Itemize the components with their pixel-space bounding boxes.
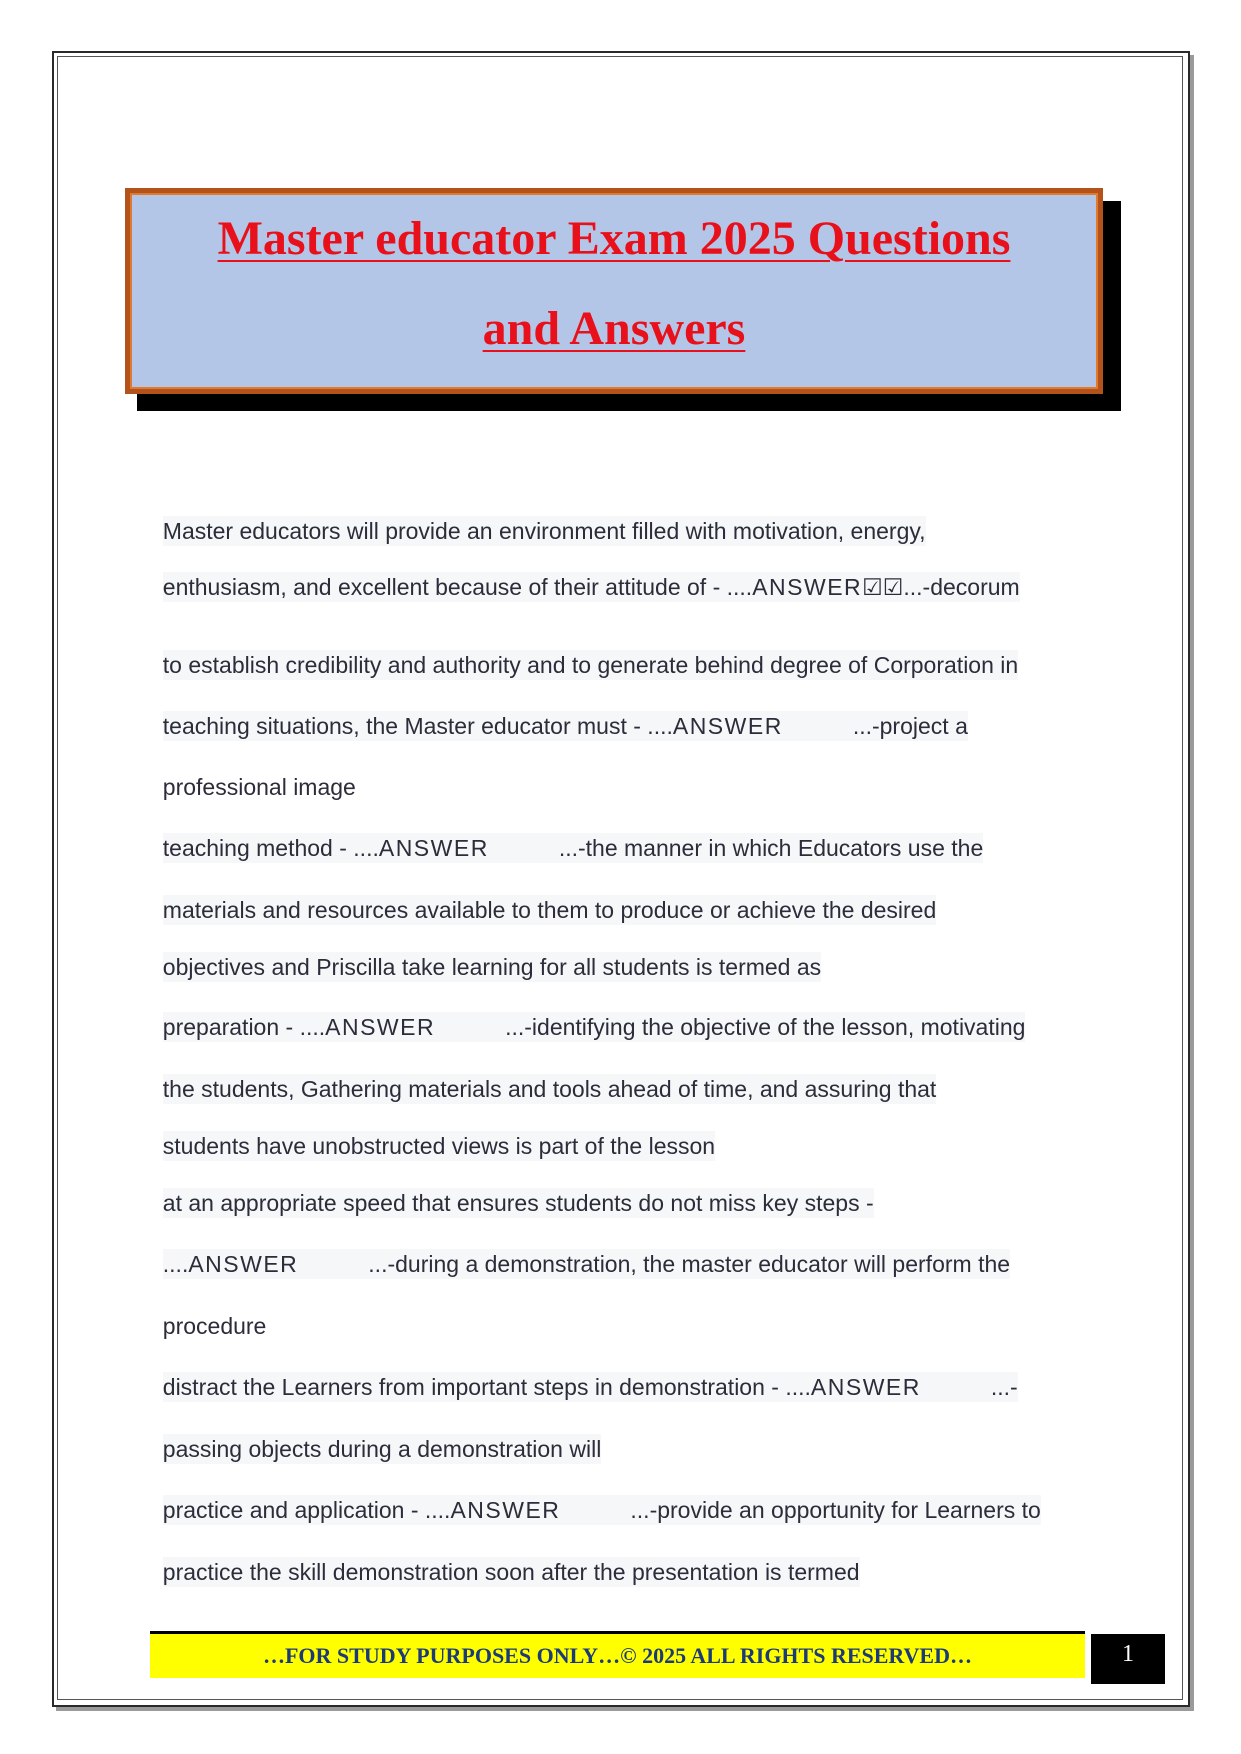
body-line [150,483,926,547]
footer-banner: …FOR STUDY PURPOSES ONLY…© 2025 ALL RIGHTS RESERVED… [150,1634,1085,1678]
line-text: teaching situations, the Master educator must - .... [162,713,673,739]
body-line [150,1339,1018,1403]
answer-label: ANSWER [672,713,783,739]
body-line [150,862,936,926]
line-text: students have unobstructed views is part of the lesson [162,1133,716,1159]
line-text: passing objects during a demonstration will [162,1436,602,1462]
line-text: the students, Gathering materials and tools ahead of time, and assuring that [162,1076,937,1102]
body-line [150,1401,601,1465]
answer-text: ...- [990,1374,1018,1400]
answer-label: ANSWER [325,1014,436,1040]
line-text: preparation - .... [162,1014,326,1040]
line-text: procedure [162,1313,267,1339]
answer-label: ANSWER [810,1374,921,1400]
line-text: Master educators will provide an environment filled with motivation, energy, [162,518,926,544]
answer-text: ...-during a demonstration, the master educator will perform the [368,1251,1011,1277]
body-line [150,1216,1010,1280]
answer-text: ...-identifying the objective of the lesson, motivating [505,1014,1026,1040]
line-text: practice the skill demonstration soon after the presentation is termed [162,1559,860,1585]
answer-text: ...-the manner in which Educators use the [558,835,984,861]
body-line [150,1098,715,1162]
title-line-2: and Answers [482,302,746,355]
title-line-1: Master educator Exam 2025 Questions [217,212,1011,265]
checkbox-glyphs: ☑☑ [862,574,904,600]
line-text: materials and resources available to them to produce or achieve the desired [162,897,937,923]
page-number: 1 [1091,1634,1165,1684]
body-line [150,1041,936,1105]
line-text: teaching method - .... [162,835,379,861]
body-line [150,678,968,742]
line-text: objectives and Priscilla take learning for all students is termed as [162,954,822,980]
answer-label: ANSWER [188,1251,299,1277]
answer-text: ...-decorum [903,574,1020,600]
line-text: at an appropriate speed that ensures students do not miss key steps - [162,1190,874,1216]
answer-text: ...-project a [852,713,968,739]
line-text: .... [162,1251,189,1277]
body-line [150,919,821,983]
answer-label: ANSWER [752,574,863,600]
line-text: professional image [162,774,356,800]
title-box [125,188,1103,394]
answer-text: ...-provide an opportunity for Learners to [630,1497,1041,1523]
answer-label: ANSWER [378,835,489,861]
body-line [150,1278,266,1342]
body-line [150,1462,1041,1526]
line-text: practice and application - .... [162,1497,451,1523]
line-text: to establish credibility and authority and to generate behind degree of Corporation in [162,652,1019,678]
answer-label: ANSWER [450,1497,561,1523]
body-line [150,1524,860,1588]
body-line [150,979,1025,1043]
body-line [150,539,1020,603]
line-text: distract the Learners from important steps in demonstration - .... [162,1374,811,1400]
body-line [150,800,983,864]
body-line [150,617,1018,681]
line-text: enthusiasm, and excellent because of their attitude of - .... [162,574,753,600]
body-line [150,739,356,803]
body-line [150,1155,874,1219]
